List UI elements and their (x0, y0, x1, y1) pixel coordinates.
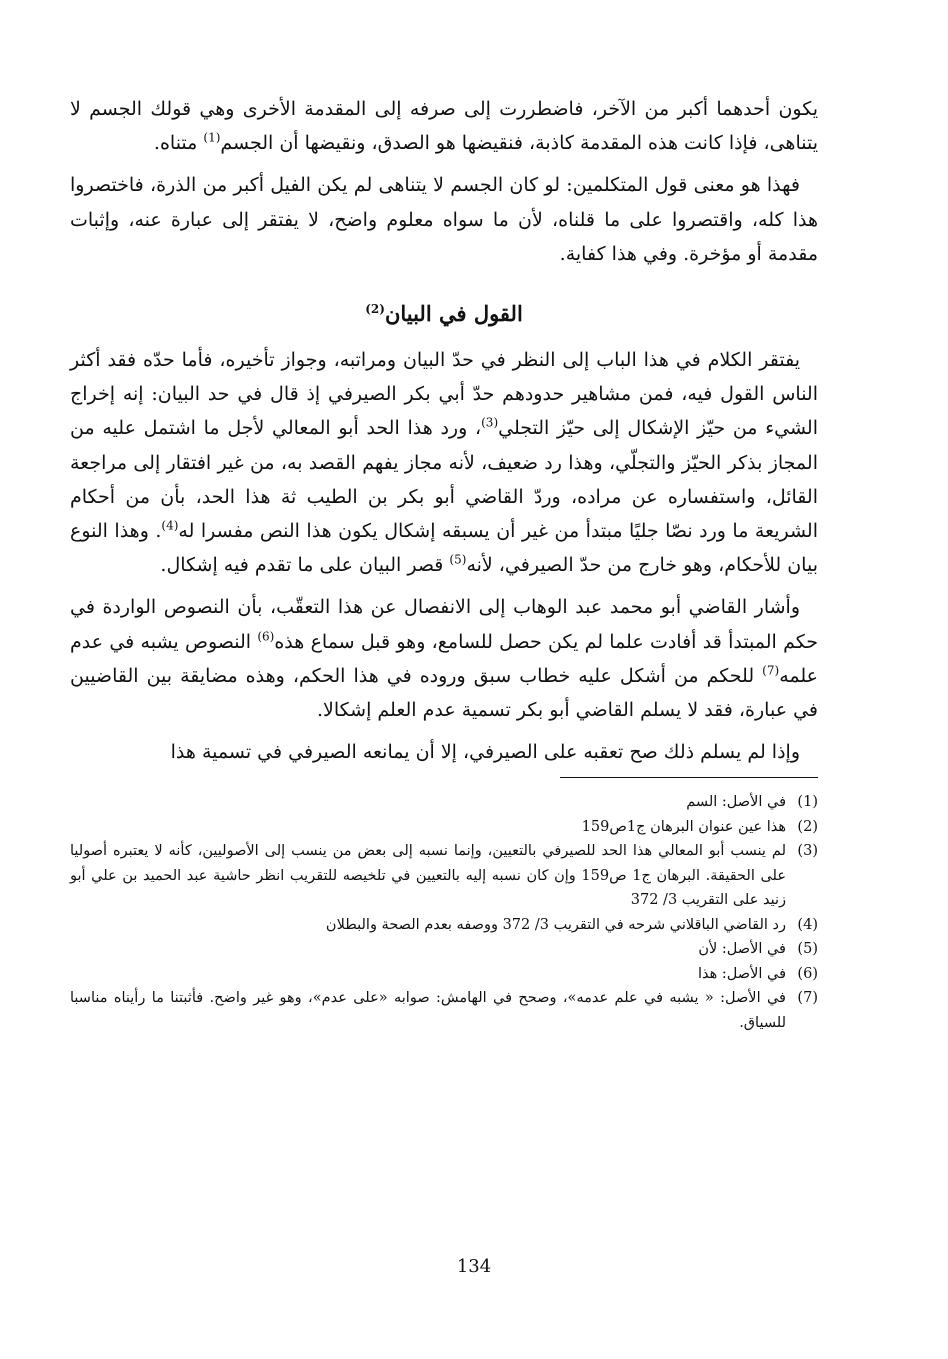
footnote-text: في الأصل: لأن (698, 941, 786, 958)
footnote-number: (1) (797, 794, 818, 811)
footnote-item (70, 790, 818, 815)
footnote-ref-6[interactable]: (6) (257, 629, 275, 644)
footnote-item (70, 913, 818, 938)
page-body (70, 92, 818, 1035)
footnote-number: (7) (797, 990, 818, 1007)
footnote-item (70, 839, 818, 913)
paragraph-4 (70, 590, 818, 727)
paragraph-3-part-c: . وهذا النوع بيان للأحكام، وهو خارج من حدّ الصيرفي، لأنه (70, 520, 818, 577)
footnote-item (70, 815, 818, 840)
section-heading-text: القول في البيان (384, 301, 523, 327)
footnote-ref-5[interactable]: (5) (449, 552, 467, 567)
paragraph-3-part-d: قصر البيان على ما تقدم فيه إشكال. (160, 554, 450, 577)
footnote-ref-1[interactable]: (1) (203, 130, 221, 145)
paragraph-4-part-b: النصوص يشبه في عدم علمه (70, 630, 818, 687)
footnote-item (70, 962, 818, 987)
footnote-number: (3) (797, 843, 818, 860)
paragraph-4-part-a: وأشار القاضي أبو محمد عبد الوهاب إلى الانفصال عن هذا التعقّب، بأن النصوص الواردة في حكم المبتدأ قد أفادت علما لم يكن حصل للسامع، وهو قبل سماع هذه (70, 596, 818, 653)
footnote-ref-3[interactable]: (3) (481, 416, 499, 431)
footnote-item (70, 937, 818, 962)
paragraph-5: وإذا لم يسلم ذلك صح تعقبه على الصيرفي، إلا أن يمانعه الصيرفي في تسمية هذا (170, 741, 800, 764)
paragraph-2: فهذا هو معنى قول المتكلمين: لو كان الجسم لا يتناهى لم يكن الفيل أكبر من الذرة، فاختصروا هذا كله، واقتصروا على ما قلناه، لأن ما سواه معلوم واضح، لا يفتقر إلى عبارة عنه، وإثبات مقدمة أو مؤخرة. وفي هذا كفاية. (70, 174, 818, 265)
footnote-number: (6) (797, 965, 818, 982)
footnote-text: في الأصل: « يشبه في علم عدمه»، وصحح في الهامش: صوابه «على عدم»، وهو غير واضح. فأثبتنا ما رأيناه مناسبا للسياق. (70, 990, 786, 1031)
footnote-text: في الأصل: السم (686, 794, 786, 811)
paragraph-1-text: يكون أحدهما أكبر من الآخر، فاضطررت إلى صرفه إلى المقدمة الأخرى وهي قولك الجسم لا يتناهى، فإذا كانت هذه المقدمة كاذبة، فنقيضها هو الصدق، ونقيضها أن الجسم (70, 98, 818, 155)
page-number: 134 (456, 1256, 492, 1277)
footnote-text: في الأصل: هذا (698, 965, 786, 982)
footnote-text: رد القاضي الباقلاني شرحه في التقريب 3/ 372 ووصفه بعدم الصحة والبطلان (325, 916, 786, 933)
footnote-item (70, 986, 818, 1035)
footnote-text: لم ينسب أبو المعالي هذا الحد للصيرفي بالتعيين، وإنما نسبه إلى بعض من ينسب إلى الأصوليين، كأنه لا يعتبره أصوليا على الحقيقة. البرهان ج1 ص159 وإن كان نسبه إليه بالتعيين في تلخيصه للتقريب انظر حاشية عبد الحميد بن علي أبو زنيد على التقريب 3/ 372 (70, 843, 787, 909)
footnote-ref-2[interactable]: (2) (365, 302, 385, 317)
footnote-number: (2) (797, 818, 818, 835)
paragraph-3 (70, 343, 818, 582)
footnote-number: (5) (797, 941, 818, 958)
section-heading (70, 297, 818, 331)
footnote-ref-7[interactable]: (7) (762, 663, 780, 678)
footnote-divider (560, 777, 818, 778)
paragraph-3-part-a: يفتقر الكلام في هذا الباب إلى النظر في حدّ البيان ومراتبه، وجواز تأخيره، فأما حدّه فقد أكثر الناس القول فيه، فمن مشاهير حدودهم حدّ أبي بكر الصيرفي إذ قال في حد البيان: إنه إخراج الشيء من حيّز الإشكال إلى حيّز التجلي (70, 349, 818, 440)
footnote-number: (4) (797, 916, 818, 933)
footnote-ref-4[interactable]: (4) (161, 518, 179, 533)
footnotes (70, 790, 818, 1035)
footnote-text: هذا عين عنوان البرهان ج1ص159 (581, 818, 786, 835)
paragraph-1 (70, 92, 818, 160)
paragraph-4-part-c: للحكم من أشكل عليه خطاب سبق وروده في هذا الحكم، وهذه مضايقة بين القاضيين في عبارة، فقد لا يسلم القاضي أبو بكر تسمية عدم العلم إشكالا. (70, 664, 818, 722)
paragraph-3-part-b: ، ورد هذا الحد أبو المعالي لأجل ما اشتمل عليه من المجاز بذكر الحيّز والتجلّي، وهذا رد ضعيف، لأنه مجاز يفهم القصد به، من غير افتقار إلى مراجعة القائل، واستفساره عن مراده، وردّ القاضي أبو بكر بن الطيب ثة هذا الحد، بأن من أحكام الشريعة ما ورد نصّا جليًا مبتدأ من غير أن يسبقه إشكال يكون هذا النص مفسرا له (70, 417, 818, 543)
paragraph-1-tail: متناه. (153, 132, 204, 155)
